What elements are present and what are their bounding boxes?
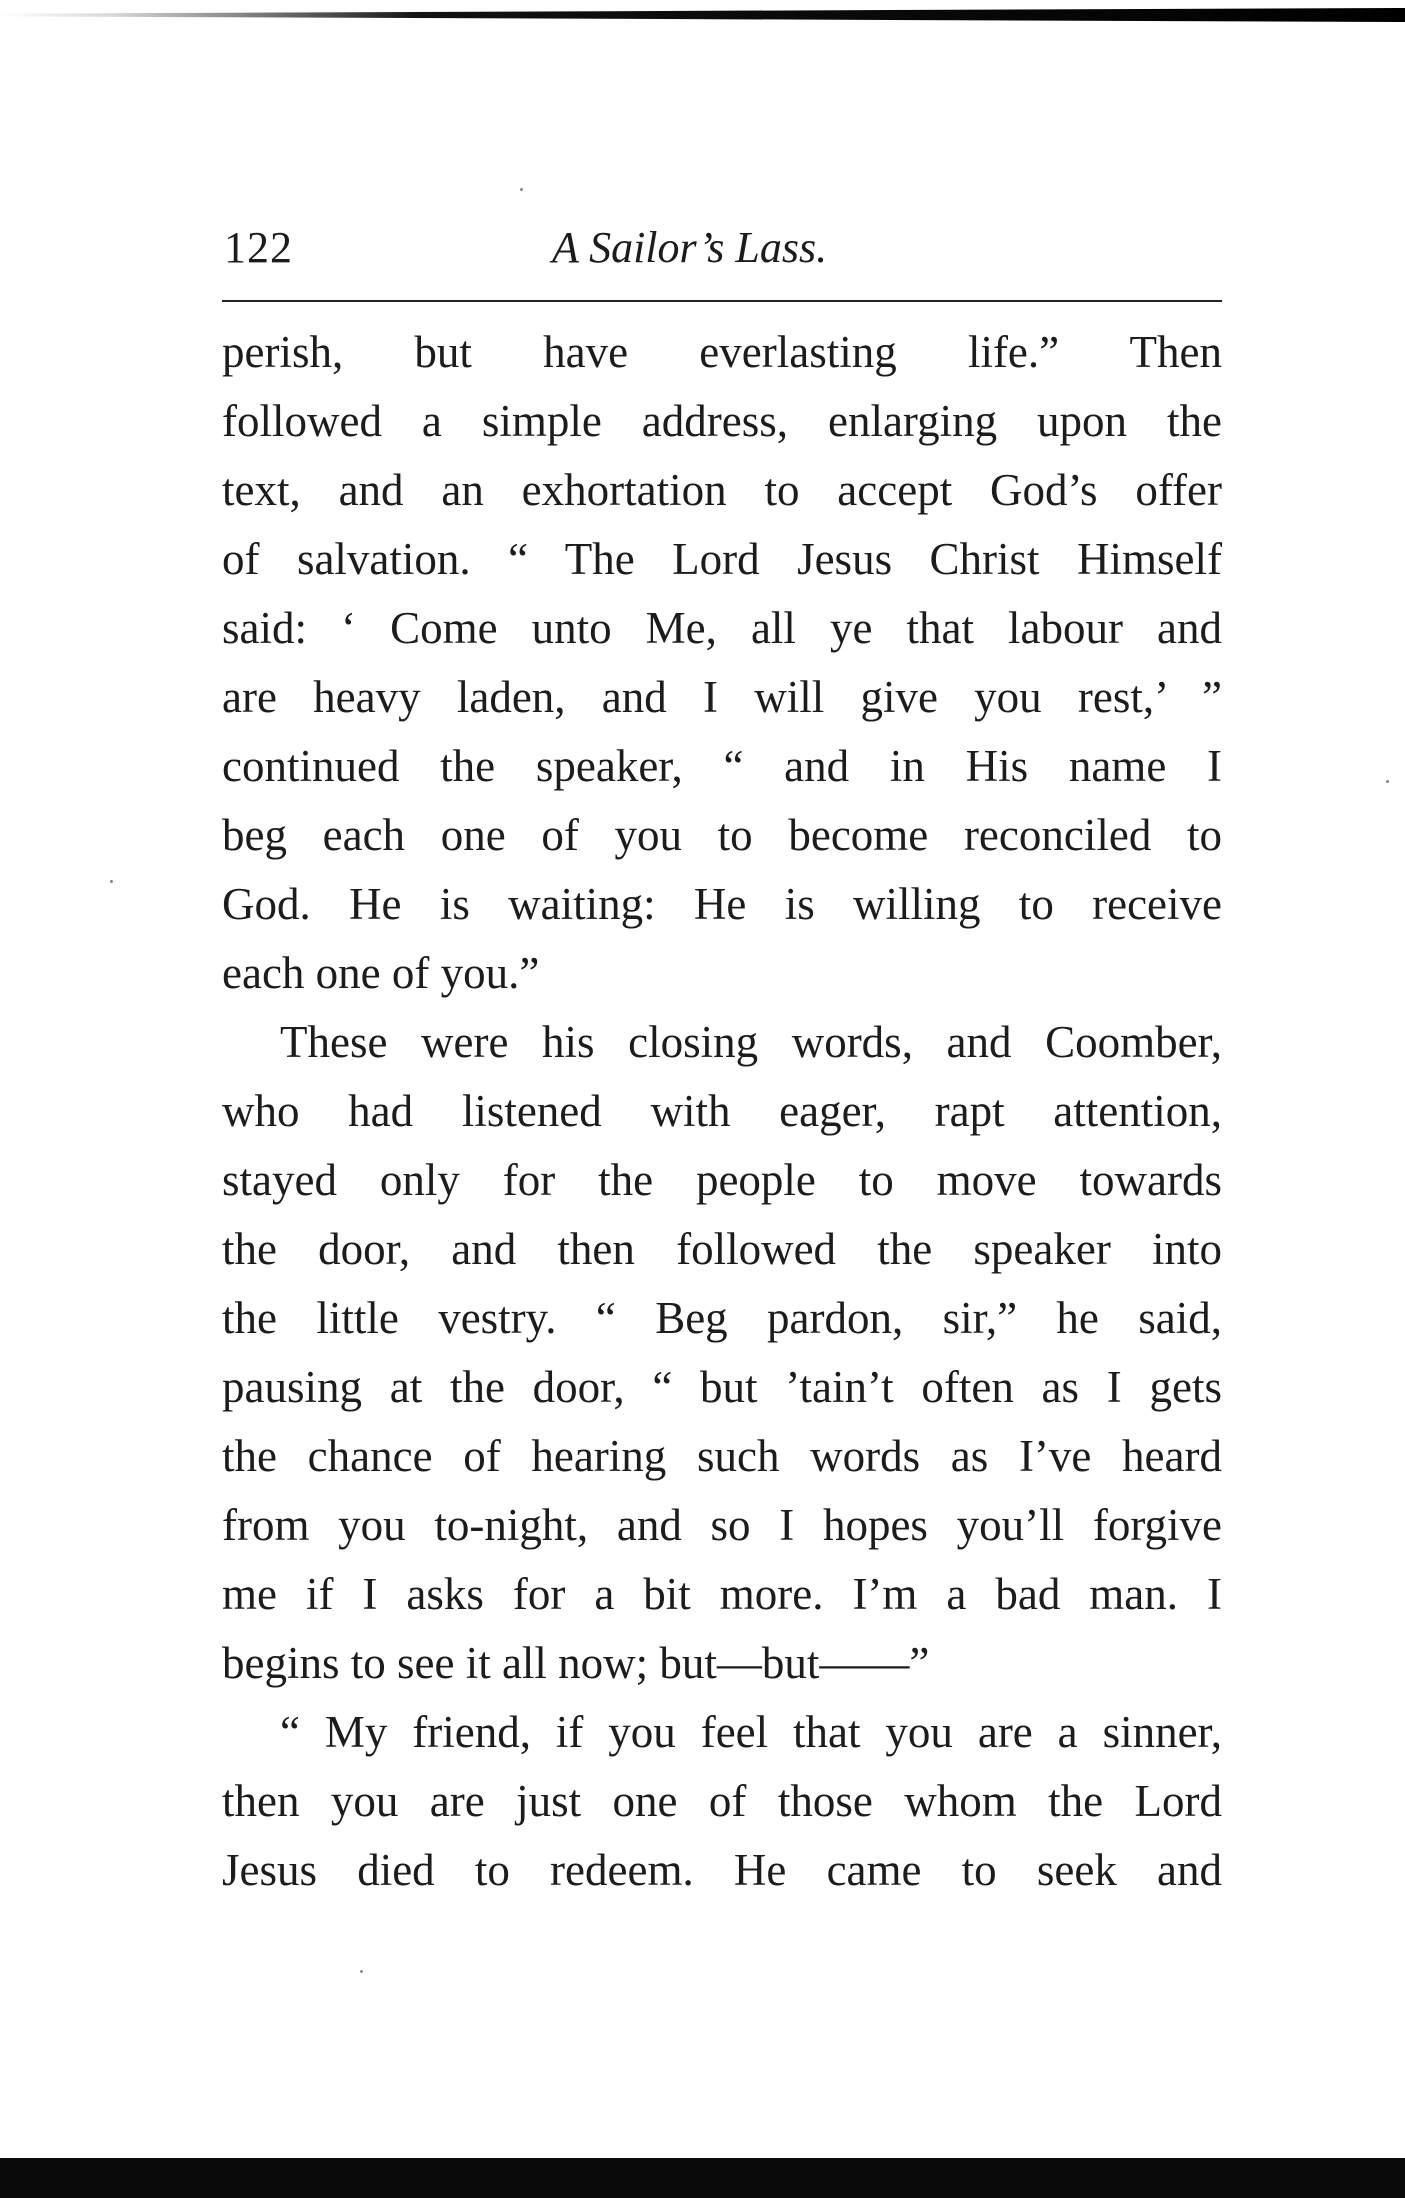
running-head (222, 200, 1222, 280)
text-line: Jesus died to redeem. He came to seek and (222, 1845, 1222, 1895)
text-line: perish, but have everlasting life.” Then (222, 327, 1222, 377)
paper-speck (360, 1970, 363, 1973)
text-line: stayed only for the people to move towards (222, 1155, 1222, 1205)
book-title: A Sailor’s Lass. (552, 223, 828, 272)
text-line: followed a simple address, enlarging upon the (222, 396, 1222, 446)
header-rule (222, 300, 1222, 302)
bottom-scan-edge (0, 2158, 1405, 2198)
text-line: beg each one of you to become reconciled to (222, 810, 1222, 860)
text-line: then you are just one of those whom the Lord (222, 1776, 1222, 1826)
book-page (222, 200, 1222, 1895)
text-line: the door, and then followed the speaker into (222, 1224, 1222, 1274)
text-line: text, and an exhortation to accept God’s offer (222, 465, 1222, 515)
top-scan-edge (0, 8, 1405, 22)
text-line: “ My friend, if you feel that you are a sinner, (280, 1707, 1222, 1757)
text-line: of salvation. “ The Lord Jesus Christ Himself (222, 534, 1222, 584)
text-line: continued the speaker, “ and in His name I (222, 741, 1222, 791)
body-text (222, 318, 1222, 1905)
text-line: These were his closing words, and Coomber, (280, 1017, 1222, 1067)
text-line: who had listened with eager, rapt attention, (222, 1086, 1222, 1136)
page-number: 122 (224, 223, 293, 272)
text-line: the chance of hearing such words as I’ve heard (222, 1431, 1222, 1481)
text-line: pausing at the door, “ but ’tain’t often as I gets (222, 1362, 1222, 1412)
text-line: begins to see it all now; but—but——” (222, 1638, 930, 1688)
text-line: the little vestry. “ Beg pardon, sir,” he said, (222, 1293, 1222, 1343)
text-line: said: ‘ Come unto Me, all ye that labour and (222, 603, 1222, 653)
text-line: each one of you.” (222, 948, 540, 998)
text-line: me if I asks for a bit more. I’m a bad man. I (222, 1569, 1222, 1619)
text-line: are heavy laden, and I will give you rest,’ ” (222, 672, 1222, 722)
text-line: from you to-night, and so I hopes you’ll forgive (222, 1500, 1222, 1550)
paper-speck (1386, 780, 1389, 783)
text-line: God. He is waiting: He is willing to receive (222, 879, 1222, 929)
paper-speck (110, 880, 113, 883)
paper-speck (520, 188, 523, 191)
